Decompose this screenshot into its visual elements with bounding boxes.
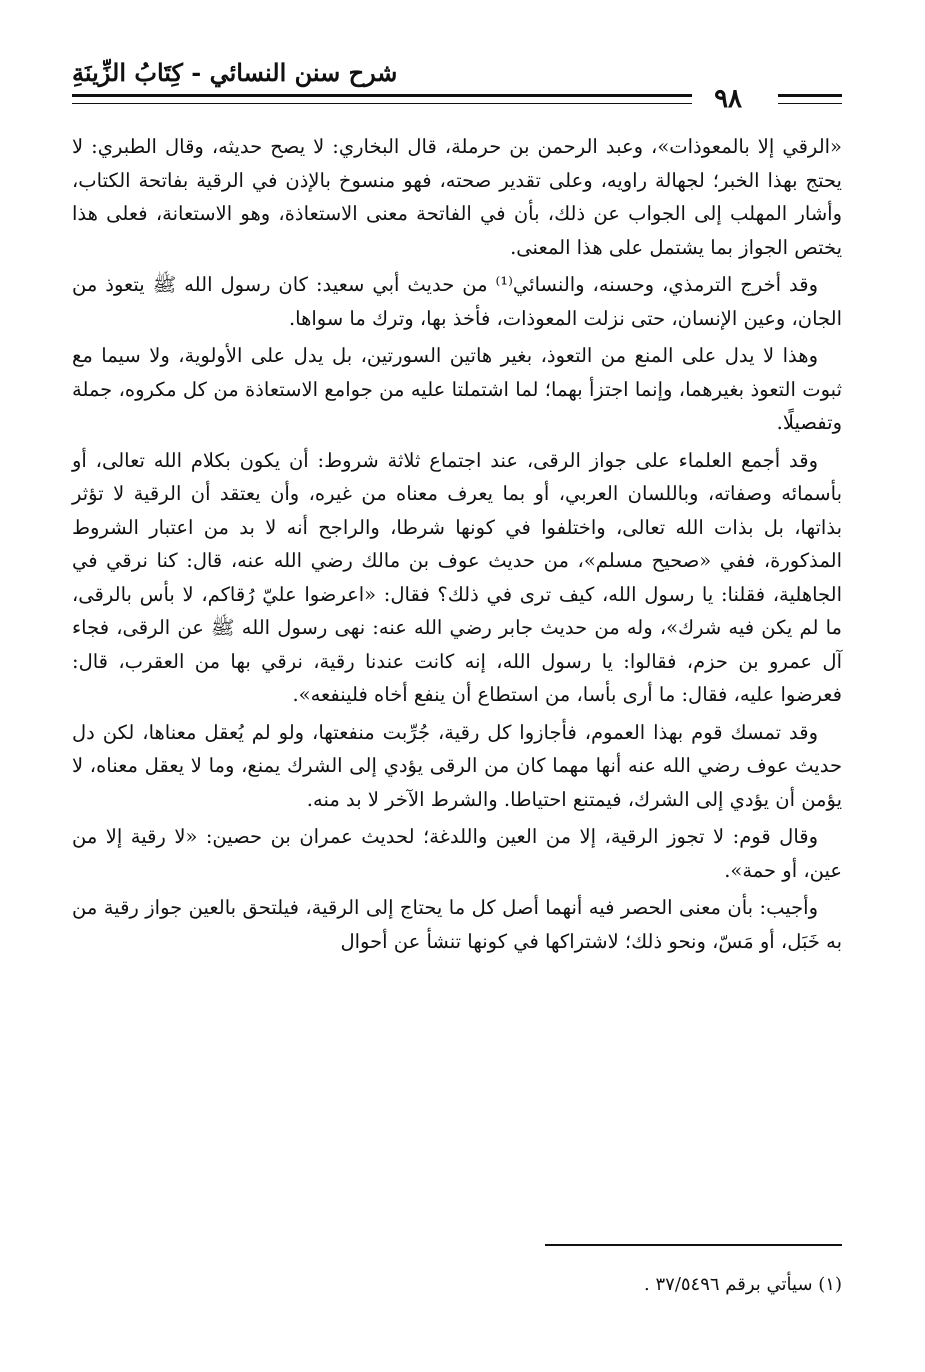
paragraph: وقد أجمع العلماء على جواز الرقى، عند اجتماع ثلاثة شروط: أن يكون بكلام الله تعالى، أو بأسمائه وصفاته، وباللسان العربي، أو بما يعرف معناه من غيره، وأن يعتقد أن الرقية لا تؤثر بذاتها، بل بذات الله تعالى، واختلفوا في كونها شرطا، والراجح أنه لا بد من اعتبار الشروط المذكورة، ففي «صحيح مسلم»، من حديث عوف بن مالك رضي الله عنه، قال: كنا نرقي في الجاهلية، فقلنا: يا رسول الله، كيف ترى في ذلك؟ فقال: «اعرضوا عليّ رُقاكم، لا بأس بالرقى، ما لم يكن فيه شرك»، وله من حديث جابر رضي الله عنه: نهى رسول الله ﷺ عن الرقى، فجاء آل عمرو بن حزم، فقالوا: يا رسول الله، إنه كانت عندنا رقية، نرقي بها من العقرب، قال: فعرضوا عليه، فقال: ما أرى بأسا، من استطاع أن ينفع أخاه فلينفعه». (72, 448, 842, 706)
paragraph: وهذا لا يدل على المنع من التعوذ، بغير هاتين السورتين، بل يدل على الأولوية، ولا سيما مع ثبوت التعوذ بغيرهما، وإنما اجتزأ بهما؛ لما اشتملتا عليه من جوامع الاستعاذة من كل مكروه، جملة وتفصيلًا. (72, 344, 842, 434)
header-rule-short (778, 94, 842, 104)
page-header (72, 58, 842, 114)
main-text (72, 130, 842, 962)
paragraph: وقال قوم: لا تجوز الرقية، إلا من العين واللدغة؛ لحديث عمران بن حصين: «لا رقية إلا من عين، أو حمة». (72, 825, 842, 882)
page-number: ٩٨ (714, 84, 742, 114)
paragraph: وقد أخرج الترمذي، وحسنه، والنسائي⁽¹⁾ من حديث أبي سعيد: كان رسول الله ﷺ يتعوذ من الجان، وعين الإنسان، حتى نزلت المعوذات، فأخذ بها، وترك ما سواها. (72, 273, 842, 330)
paragraph: وقد تمسك قوم بهذا العموم، فأجازوا كل رقية، جُرِّبت منفعتها، ولو لم يُعقل معناها، لكن دل حديث عوف رضي الله عنه أنها مهما كان من الرقى يؤدي إلى الشرك يمنع، وما لا يعقل معناه، لا يؤمن أن يؤدي إلى الشرك، فيمتنع احتياطا. والشرط الآخر لا بد منه. (72, 720, 842, 811)
paragraph: وأجيب: بأن معنى الحصر فيه أنهما أصل كل ما يحتاج إلى الرقية، فيلتحق بالعين جواز رقية من به خَبَل، أو مَسّ، ونحو ذلك؛ لاشتراكها في كونها تنشأ عن أحوال (72, 896, 842, 953)
paragraph: «الرقي إلا بالمعوذات»، وعبد الرحمن بن حرملة، قال البخاري: لا يصح حديثه، وقال الطبري: لا يحتج بهذا الخبر؛ لجهالة راويه، وعلى تقدير صحته، فهو منسوخ بالإذن في الرقية بفاتحة الكتاب، وأشار المهلب إلى الجواب عن ذلك، بأن في الفاتحة معنى الاستعاذة، وهو الاستعانة، فعلى هذا يختص الجواز بما يشتمل على هذا المعنى. (72, 135, 842, 259)
footnote-separator (545, 1244, 842, 1246)
footnote: (١) سيأتي برقم ٣٧/٥٤٩٦ . (644, 1274, 842, 1295)
header-rule (72, 94, 692, 104)
book-title: شرح سنن النسائي - كِتَابُ الزِّينَةِ (72, 58, 398, 87)
